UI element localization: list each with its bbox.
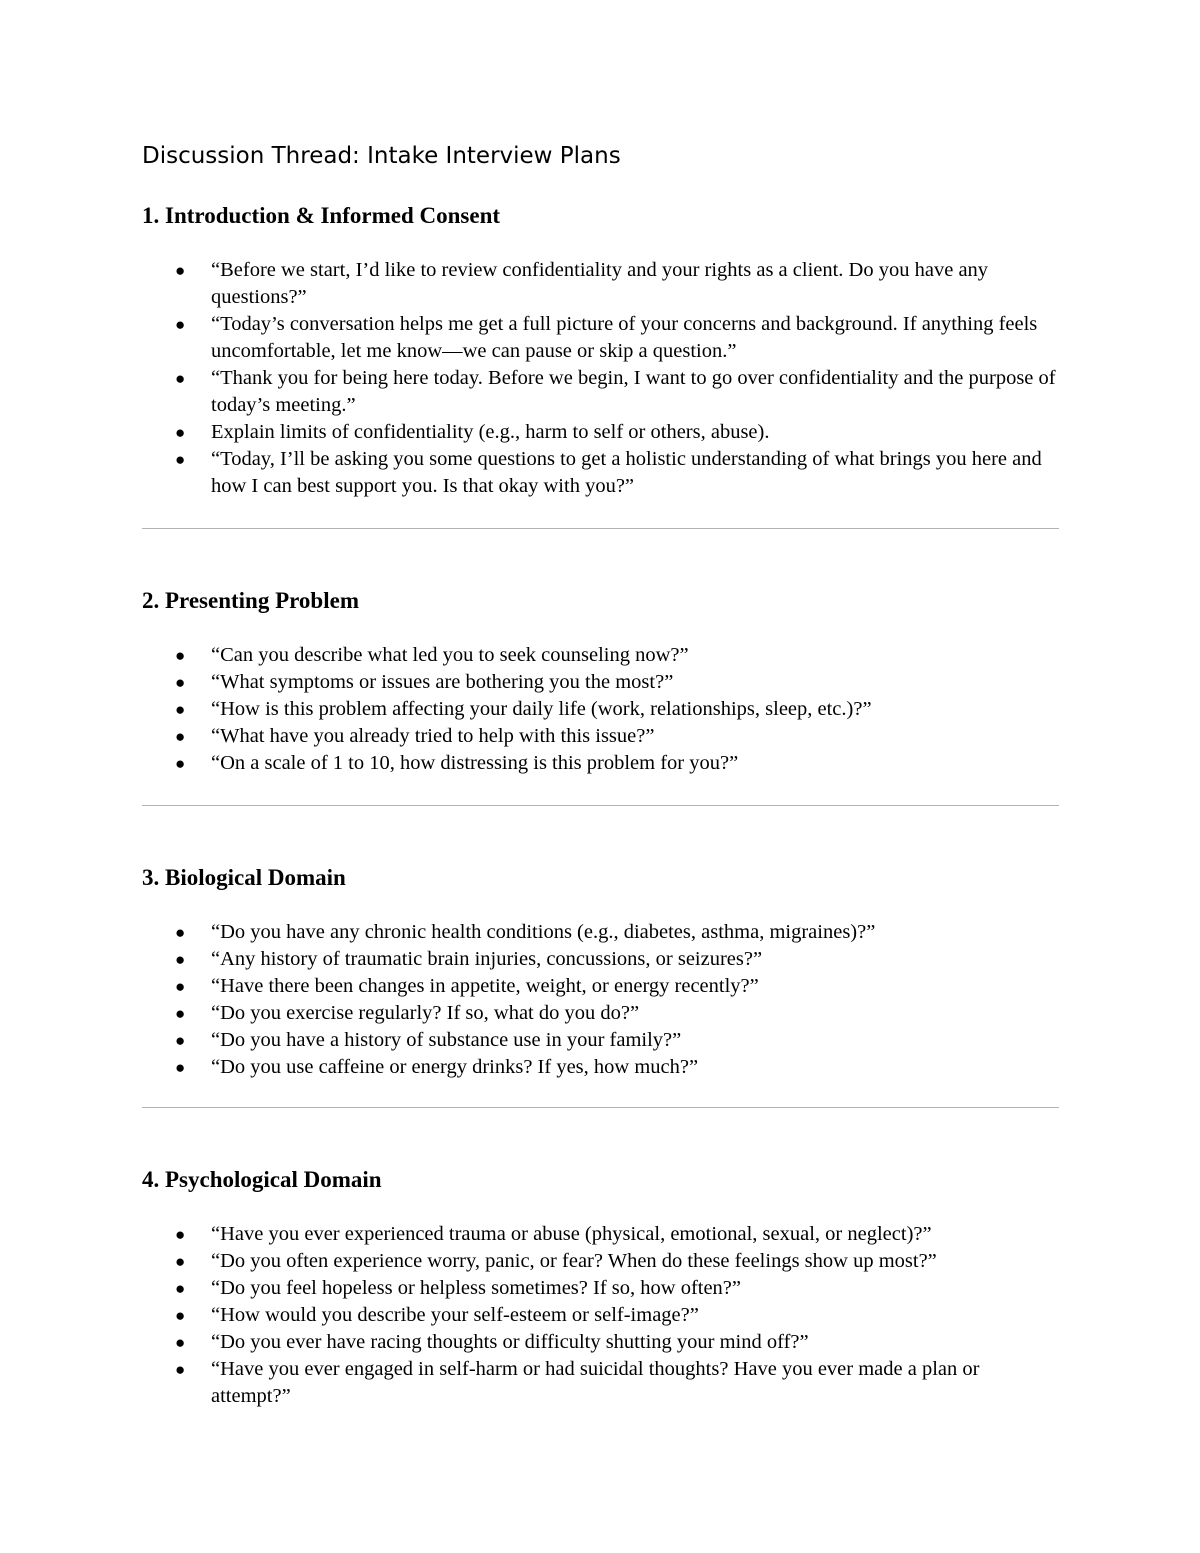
- list-item-text: Explain limits of confidentiality (e.g., harm to self or others, abuse).: [211, 421, 770, 443]
- list-item-text: “What have you already tried to help with this issue?”: [211, 725, 655, 747]
- list-item: [142, 723, 1059, 750]
- list-item-text: “Any history of traumatic brain injuries, concussions, or seizures?”: [211, 948, 763, 970]
- section-biological-domain: [142, 863, 1059, 1081]
- bullet-icon: ●: [175, 1279, 186, 1298]
- bullet-icon: ●: [175, 1306, 186, 1325]
- list-item-text: “How is this problem affecting your daily life (work, relationships, sleep, etc.)?”: [211, 698, 872, 720]
- list-item: [142, 365, 1059, 419]
- section-heading: 1. Introduction & Informed Consent: [142, 203, 501, 228]
- list-item: [142, 919, 1059, 946]
- horizontal-divider: [142, 805, 1059, 806]
- list-item: [142, 419, 1059, 446]
- bullet-icon: ●: [175, 423, 186, 442]
- bullet-list: [142, 257, 1059, 500]
- list-item: [142, 973, 1059, 1000]
- list-item: [142, 1027, 1059, 1054]
- bullet-icon: ●: [175, 1225, 186, 1244]
- list-item: [142, 1054, 1059, 1081]
- bullet-list: [142, 1221, 1059, 1410]
- list-item-text: “Have you ever experienced trauma or abuse (physical, emotional, sexual, or neglect)?”: [211, 1223, 932, 1245]
- list-item-text: “Do you use caffeine or energy drinks? If yes, how much?”: [211, 1056, 699, 1078]
- horizontal-divider: [142, 528, 1059, 529]
- document-title: Discussion Thread: Intake Interview Plans: [142, 143, 621, 169]
- list-item-text: “Thank you for being here today. Before we begin, I want to go over confidentiality and the purpose of today’s meeting.”: [211, 367, 1056, 416]
- bullet-icon: ●: [175, 450, 186, 469]
- list-item: [142, 1356, 1059, 1410]
- list-item-text: “How would you describe your self-esteem or self-image?”: [211, 1304, 699, 1326]
- bullet-icon: ●: [175, 369, 186, 388]
- section-heading: 3. Biological Domain: [142, 865, 346, 890]
- list-item: [142, 1302, 1059, 1329]
- bullet-list: [142, 919, 1059, 1081]
- list-item-text: “Do you exercise regularly? If so, what do you do?”: [211, 1002, 640, 1024]
- section-heading: 2. Presenting Problem: [142, 588, 359, 613]
- horizontal-divider: [142, 1107, 1059, 1108]
- list-item-text: “Can you describe what led you to seek counseling now?”: [211, 644, 689, 666]
- list-item-text: “Have you ever engaged in self-harm or had suicidal thoughts? Have you ever made a plan or attempt?”: [211, 1358, 980, 1407]
- bullet-icon: ●: [175, 1252, 186, 1271]
- list-item: [142, 1248, 1059, 1275]
- list-item: [142, 1275, 1059, 1302]
- bullet-icon: ●: [175, 673, 186, 692]
- list-item-text: “Do you have any chronic health conditions (e.g., diabetes, asthma, migraines)?”: [211, 921, 876, 943]
- list-item: [142, 1329, 1059, 1356]
- list-item: [142, 1000, 1059, 1027]
- bullet-icon: ●: [175, 1058, 186, 1077]
- list-item: [142, 696, 1059, 723]
- bullet-icon: ●: [175, 315, 186, 334]
- list-item: [142, 750, 1059, 777]
- bullet-icon: ●: [175, 754, 186, 773]
- section-presenting-problem: [142, 586, 1059, 777]
- list-item-text: “What symptoms or issues are bothering you the most?”: [211, 671, 674, 693]
- bullet-list: [142, 642, 1059, 777]
- list-item-text: “Today’s conversation helps me get a full picture of your concerns and background. If anything feels uncomfortable, let me know—we can pause or skip a question.”: [211, 313, 1038, 362]
- list-item: [142, 669, 1059, 696]
- list-item: [142, 311, 1059, 365]
- list-item-text: “Do you often experience worry, panic, or fear? When do these feelings show up most?”: [211, 1250, 937, 1272]
- list-item-text: “Do you have a history of substance use in your family?”: [211, 1029, 682, 1051]
- list-item-text: “Today, I’ll be asking you some questions to get a holistic understanding of what brings you here and how I can best support you. Is that okay with you?”: [211, 448, 1042, 497]
- bullet-icon: ●: [175, 261, 186, 280]
- bullet-icon: ●: [175, 1333, 186, 1352]
- list-item-text: “Before we start, I’d like to review confidentiality and your rights as a client. Do you have any questions?”: [211, 259, 989, 308]
- section-introduction-informed-consent: [142, 201, 1059, 500]
- list-item: [142, 1221, 1059, 1248]
- list-item: [142, 642, 1059, 669]
- section-psychological-domain: [142, 1165, 1059, 1410]
- list-item-text: “Do you ever have racing thoughts or difficulty shutting your mind off?”: [211, 1331, 809, 1353]
- list-item-text: “On a scale of 1 to 10, how distressing is this problem for you?”: [211, 752, 739, 774]
- list-item: [142, 446, 1059, 500]
- bullet-icon: ●: [175, 977, 186, 996]
- bullet-icon: ●: [175, 1031, 186, 1050]
- bullet-icon: ●: [175, 1004, 186, 1023]
- bullet-icon: ●: [175, 646, 186, 665]
- list-item-text: “Do you feel hopeless or helpless sometimes? If so, how often?”: [211, 1277, 742, 1299]
- bullet-icon: ●: [175, 727, 186, 746]
- bullet-icon: ●: [175, 1360, 186, 1379]
- list-item: [142, 946, 1059, 973]
- bullet-icon: ●: [175, 950, 186, 969]
- list-item-text: “Have there been changes in appetite, weight, or energy recently?”: [211, 975, 759, 997]
- bullet-icon: ●: [175, 700, 186, 719]
- section-heading: 4. Psychological Domain: [142, 1167, 382, 1192]
- list-item: [142, 257, 1059, 311]
- bullet-icon: ●: [175, 923, 186, 942]
